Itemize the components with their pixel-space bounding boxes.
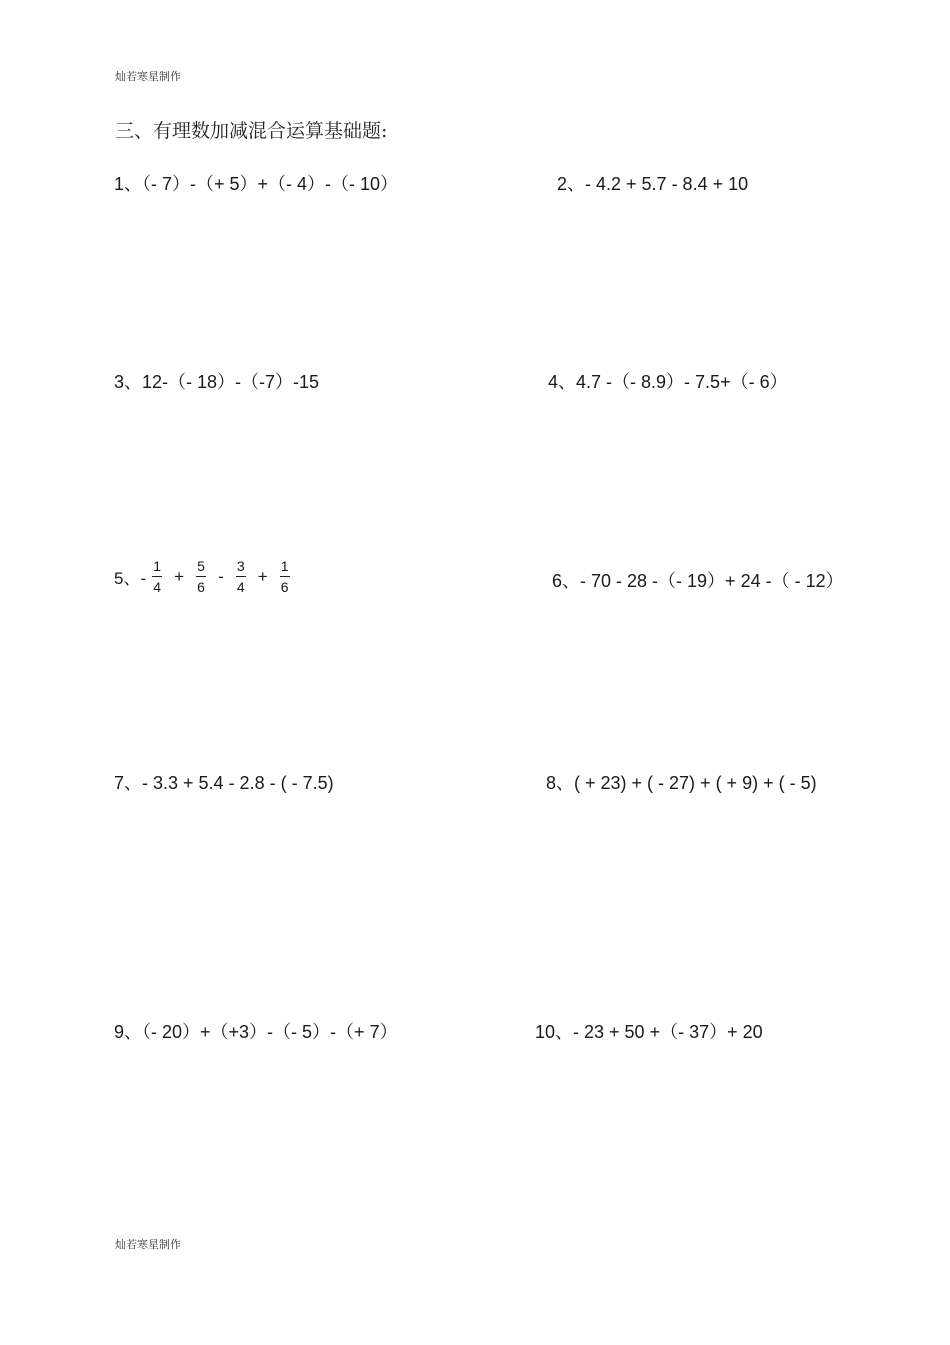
- problem-1: 1、（- 7）-（+ 5）+（- 4）-（- 10）: [114, 174, 399, 194]
- fraction-1-denominator: 4: [153, 579, 162, 595]
- fraction-4-denominator: 6: [280, 579, 289, 595]
- fraction-3-denominator: 4: [236, 579, 245, 595]
- problem-5: [114, 558, 296, 595]
- fraction-2-denominator: 6: [197, 579, 205, 595]
- fraction-bar: [152, 576, 162, 577]
- fraction-4: [280, 558, 290, 595]
- problem-10: 10、- 23 + 50 +（- 37）+ 20: [535, 1022, 763, 1042]
- fraction-2: [196, 558, 206, 595]
- operator-1: +: [174, 566, 185, 586]
- operator-2: -: [218, 566, 224, 586]
- problem-6: 6、- 70 - 28 -（- 19）+ 24 -（ - 12）: [552, 571, 844, 591]
- fraction-3-numerator: 3: [236, 558, 245, 574]
- footer-watermark: 灿若寒星制作: [115, 1238, 181, 1251]
- problem-9: 9、（- 20）+（+3）-（- 5）-（+ 7）: [114, 1022, 398, 1042]
- fraction-2-numerator: 5: [197, 558, 205, 574]
- problem-5-prefix: 5、-: [114, 569, 147, 588]
- section-title: 三、有理数加减混合运算基础题:: [115, 120, 388, 142]
- fraction-1-numerator: 1: [153, 558, 162, 574]
- problem-3: 3、12-（- 18）-（-7）-15: [114, 372, 320, 392]
- fraction-1: [152, 558, 162, 595]
- problem-4: 4、4.7 -（- 8.9）- 7.5+（- 6）: [548, 372, 788, 392]
- fraction-4-numerator: 1: [280, 558, 289, 574]
- operator-3: +: [257, 566, 268, 586]
- fraction-3: [236, 558, 246, 595]
- header-watermark: 灿若寒星制作: [115, 70, 181, 83]
- problem-8: 8、( + 23) + ( - 27) + ( + 9) + ( - 5): [546, 773, 817, 793]
- problem-2: 2、- 4.2 + 5.7 - 8.4 + 10: [557, 174, 749, 194]
- problem-7: 7、- 3.3 + 5.4 - 2.8 - ( - 7.5): [114, 773, 334, 793]
- fraction-bar: [196, 576, 206, 577]
- fraction-bar: [236, 576, 246, 577]
- fraction-bar: [280, 576, 290, 577]
